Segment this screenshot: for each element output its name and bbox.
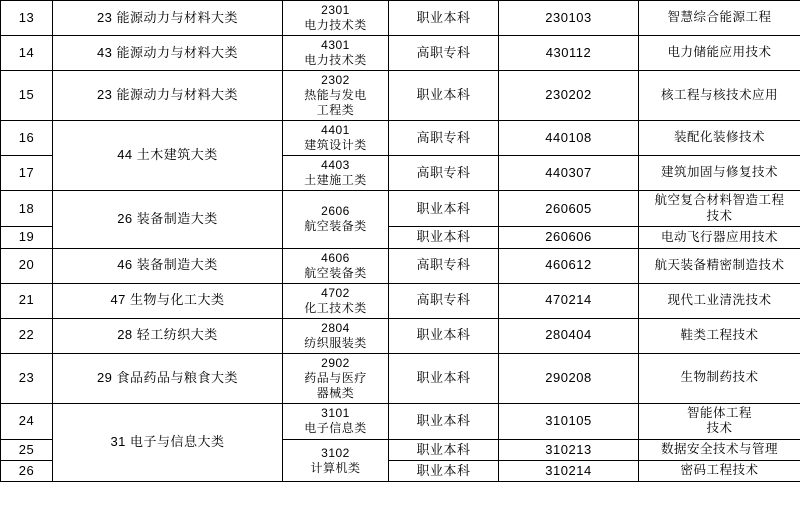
- cell-major-category: 26 装备制造大类: [53, 191, 283, 249]
- subcategory-line: 2606: [321, 204, 350, 219]
- subcategory-line: 4403: [321, 158, 350, 172]
- cell-major-code: 460612: [499, 248, 639, 283]
- cell-major-subcategory: [283, 191, 389, 249]
- cell-serial-number: 20: [1, 248, 53, 283]
- cell-major-code: 230202: [499, 71, 639, 121]
- cell-major-name: [639, 461, 800, 482]
- major-name-line: 航空复合材料智造工程: [654, 193, 785, 207]
- table-row: [1, 248, 800, 283]
- cell-major-code: 440307: [499, 156, 639, 191]
- cell-serial-number: 24: [1, 403, 53, 439]
- cell-education-level: 高职专科: [389, 283, 499, 318]
- cell-major-code: 290208: [499, 353, 639, 403]
- table-row: [1, 71, 800, 121]
- subcategory-line: 纺织服装类: [304, 335, 367, 350]
- subcategory-line: 2902: [321, 355, 350, 370]
- cell-major-code: 260606: [499, 227, 639, 248]
- cell-serial-number: 15: [1, 71, 53, 121]
- cell-major-name: [639, 439, 800, 460]
- major-name-line: 电力储能应用技术: [667, 45, 772, 60]
- cell-major-category: 23 能源动力与材料大类: [53, 71, 283, 121]
- cell-major-name: [639, 191, 800, 227]
- subcategory-line: 工程类: [316, 103, 355, 117]
- table-row: [1, 283, 800, 318]
- subcategory-line: 土建施工类: [304, 173, 367, 187]
- cell-education-level: 职业本科: [389, 403, 499, 439]
- cell-major-category: 23 能源动力与材料大类: [53, 1, 283, 36]
- cell-serial-number: 22: [1, 318, 53, 353]
- cell-major-category: 44 土木建筑大类: [53, 121, 283, 191]
- cell-major-subcategory: [283, 403, 389, 439]
- major-name-line: 密码工程技术: [680, 463, 759, 478]
- cell-major-subcategory: [283, 283, 389, 318]
- cell-major-code: 310214: [499, 461, 639, 482]
- subcategory-line: 计算机类: [310, 460, 361, 475]
- cell-education-level: 高职专科: [389, 36, 499, 71]
- cell-major-category: 28 轻工纺织大类: [53, 318, 283, 353]
- major-name-line: 鞋类工程技术: [680, 327, 759, 342]
- cell-serial-number: 14: [1, 36, 53, 71]
- major-name-line: 数据安全技术与管理: [660, 442, 778, 457]
- cell-major-subcategory: [283, 71, 389, 121]
- cell-education-level: 职业本科: [389, 318, 499, 353]
- cell-education-level: 职业本科: [389, 1, 499, 36]
- subcategory-line: 热能与发电: [304, 88, 367, 102]
- major-name-line: 建筑加固与修复技术: [660, 165, 778, 180]
- subcategory-line: 3102: [321, 445, 350, 460]
- cell-education-level: 职业本科: [389, 461, 499, 482]
- cell-major-code: 310213: [499, 439, 639, 460]
- cell-major-name: [639, 227, 800, 248]
- subcategory-line: 药品与医疗: [304, 370, 367, 385]
- subcategory-line: 器械类: [316, 385, 355, 400]
- table-row: [1, 353, 800, 403]
- cell-serial-number: 18: [1, 191, 53, 227]
- subcategory-line: 4301: [321, 38, 350, 52]
- cell-education-level: 职业本科: [389, 191, 499, 227]
- cell-serial-number: 13: [1, 1, 53, 36]
- subcategory-line: 2804: [321, 320, 350, 335]
- subcategory-line: 2301: [321, 3, 350, 17]
- cell-major-category: 46 装备制造大类: [53, 248, 283, 283]
- major-name-line: 航天装备精密制造技术: [654, 257, 785, 272]
- cell-major-code: 440108: [499, 121, 639, 156]
- subcategory-line: 航空装备类: [304, 265, 367, 280]
- cell-serial-number: 19: [1, 227, 53, 248]
- cell-major-category: 43 能源动力与材料大类: [53, 36, 283, 71]
- cell-serial-number: 25: [1, 439, 53, 460]
- cell-major-name: [639, 403, 800, 439]
- cell-major-subcategory: [283, 156, 389, 191]
- major-name-line: 智慧综合能源工程: [667, 10, 772, 25]
- major-name-line: 电动飞行器应用技术: [660, 229, 778, 244]
- cell-education-level: 高职专科: [389, 248, 499, 283]
- major-name-line: 技术: [706, 421, 733, 436]
- cell-major-code: 310105: [499, 403, 639, 439]
- cell-major-code: 280404: [499, 318, 639, 353]
- cell-major-name: [639, 353, 800, 403]
- cell-major-subcategory: [283, 121, 389, 156]
- major-name-line: 技术: [706, 208, 733, 223]
- subcategory-line: 4702: [321, 285, 350, 300]
- major-name-line: 核工程与核技术应用: [660, 87, 778, 102]
- cell-major-code: 230103: [499, 1, 639, 36]
- cell-education-level: 高职专科: [389, 121, 499, 156]
- cell-major-name: [639, 156, 800, 191]
- subcategory-line: 电子信息类: [304, 421, 367, 436]
- cell-major-subcategory: [283, 36, 389, 71]
- cell-serial-number: 16: [1, 121, 53, 156]
- table-row: [1, 318, 800, 353]
- subcategory-line: 建筑设计类: [304, 138, 367, 152]
- cell-serial-number: 23: [1, 353, 53, 403]
- table-row: [1, 36, 800, 71]
- cell-education-level: 职业本科: [389, 227, 499, 248]
- subcategory-line: 2302: [321, 73, 350, 87]
- major-name-line: 生物制药技术: [680, 370, 759, 385]
- cell-major-name: [639, 121, 800, 156]
- cell-major-code: 430112: [499, 36, 639, 71]
- subcategory-line: 航空装备类: [304, 219, 367, 234]
- subcategory-line: 电力技术类: [304, 18, 367, 32]
- subcategory-line: 4606: [321, 250, 350, 265]
- cell-major-name: [639, 318, 800, 353]
- cell-major-name: [639, 71, 800, 121]
- table-row: [1, 403, 800, 439]
- table-body: [1, 1, 800, 482]
- table-row: [1, 121, 800, 156]
- cell-major-code: 260605: [499, 191, 639, 227]
- cell-education-level: 职业本科: [389, 71, 499, 121]
- cell-major-name: [639, 283, 800, 318]
- major-name-line: 智能体工程: [686, 405, 752, 420]
- subcategory-line: 3101: [321, 406, 350, 421]
- cell-major-category: 29 食品药品与粮食大类: [53, 353, 283, 403]
- cell-major-name: [639, 248, 800, 283]
- subcategory-line: 化工技术类: [304, 300, 367, 315]
- cell-major-subcategory: [283, 439, 389, 482]
- cell-major-category: 31 电子与信息大类: [53, 403, 283, 482]
- cell-major-subcategory: [283, 248, 389, 283]
- major-name-line: 现代工业清洗技术: [667, 292, 772, 307]
- subcategory-line: 电力技术类: [304, 53, 367, 67]
- cell-major-code: 470214: [499, 283, 639, 318]
- cell-education-level: 职业本科: [389, 439, 499, 460]
- table-row: [1, 191, 800, 227]
- cell-major-subcategory: [283, 1, 389, 36]
- cell-education-level: 高职专科: [389, 156, 499, 191]
- cell-serial-number: 17: [1, 156, 53, 191]
- cell-major-subcategory: [283, 353, 389, 403]
- cell-education-level: 职业本科: [389, 353, 499, 403]
- cell-serial-number: 21: [1, 283, 53, 318]
- cell-major-category: 47 生物与化工大类: [53, 283, 283, 318]
- table-row: [1, 1, 800, 36]
- cell-major-name: [639, 1, 800, 36]
- cell-major-name: [639, 36, 800, 71]
- subcategory-line: 4401: [321, 123, 350, 137]
- cell-serial-number: 26: [1, 461, 53, 482]
- major-name-line: 装配化装修技术: [673, 130, 765, 145]
- cell-major-subcategory: [283, 318, 389, 353]
